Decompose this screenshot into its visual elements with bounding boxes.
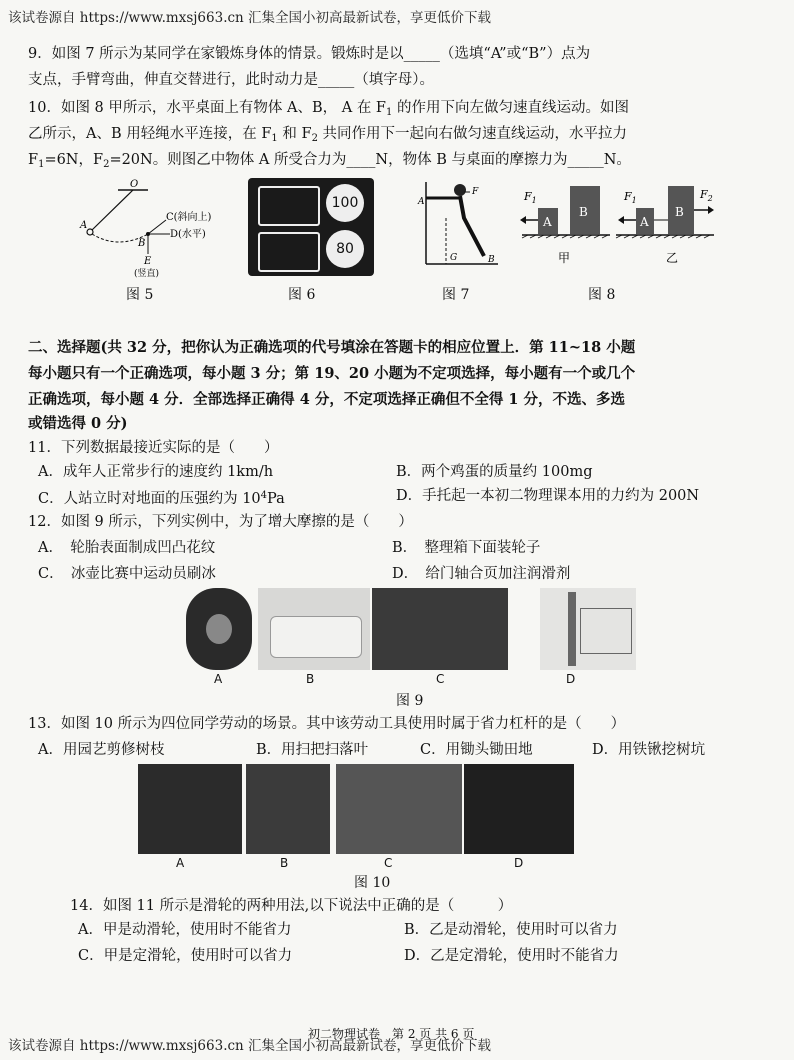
fig5-label-a: A <box>80 220 88 231</box>
q13-option-d: D．用铁锹挖树坑 <box>592 742 706 758</box>
fig9-storage-box-photo <box>258 588 370 670</box>
q14-stem: 14．如图 11 所示是滑轮的两种用法,以下说法中正确的是（ ） <box>70 898 513 914</box>
section2-line3: 正确选项，每小题 4 分．全部选择正确得 4 分，不定项选择正确但不全得 1 分，不选、多选 <box>28 391 626 408</box>
speed-limit-100: 100 <box>326 184 364 222</box>
figure-7-wall-pushup <box>398 178 500 278</box>
q12-option-d: D． 给门轴合页加注润滑剂 <box>392 566 571 582</box>
fig5-label-c: C(斜向上) <box>166 212 212 223</box>
fig7-label-f: F <box>472 187 479 197</box>
q14-option-d: D．乙是定滑轮，使用时不能省力 <box>404 948 619 964</box>
bus-icon <box>258 232 320 272</box>
q11-option-b: B．两个鸡蛋的质量约 100mg <box>396 464 593 480</box>
fig8-f2: $F_2$ <box>700 188 713 203</box>
fig8-yi: 乙 <box>666 251 679 265</box>
figure-6-caption: 图 6 <box>288 287 316 303</box>
figure-5-pendulum <box>78 178 228 278</box>
fig10-label-d: D <box>514 856 524 870</box>
fig10-pruning-photo <box>138 764 242 854</box>
figure-10-caption: 图 10 <box>354 875 391 891</box>
fig5-label-e: E <box>144 256 152 267</box>
fig5-label-b: B <box>138 238 146 249</box>
q12-option-c: C． 冰壶比赛中运动员刷冰 <box>38 566 216 582</box>
q11-option-a: A．成年人正常步行的速度约 1km/h <box>38 464 274 480</box>
figure-9-caption: 图 9 <box>396 693 424 709</box>
fig10-digging-photo <box>464 764 574 854</box>
fig9-tire-photo <box>186 588 252 670</box>
fig8-jia: 甲 <box>558 251 571 265</box>
q13-option-c: C．用锄头锄田地 <box>420 742 533 758</box>
q12-option-a: A． 轮胎表面制成凹凸花纹 <box>38 540 216 556</box>
fig10-label-c: C <box>384 856 393 870</box>
fig9-label-a: A <box>214 672 223 686</box>
fig9-curling-photo <box>372 588 508 670</box>
figure-7-caption: 图 7 <box>442 287 470 303</box>
fig5-label-d: D(水平) <box>170 229 206 240</box>
figure-8-caption: 图 8 <box>588 287 616 303</box>
fig9-label-c: C <box>436 672 445 686</box>
figure-8-blocks <box>516 178 716 272</box>
fig8-f1-left: $F_1$ <box>524 190 537 205</box>
fig9-label-b: B <box>306 672 315 686</box>
q11-stem: 11．下列数据最接近实际的是（ ） <box>28 440 279 456</box>
header-watermark: 该试卷源自 https://www.mxsj663.cn 汇集全国小初高最新试卷，享更低价下载 <box>8 10 492 26</box>
fig8-a2: A <box>640 215 649 229</box>
figure-6-speed-sign <box>248 178 374 276</box>
footer-watermark: 该试卷源自 https://www.mxsj663.cn 汇集全国小初高最新试卷，享更低价下载 <box>8 1038 492 1054</box>
q13-option-a: A．用园艺剪修树枝 <box>38 742 165 758</box>
fig7-label-a: A <box>418 197 425 207</box>
car-icon <box>258 186 320 226</box>
fig10-label-a: A <box>176 856 185 870</box>
fig7-label-b: B <box>488 255 495 265</box>
fig8-b1: B <box>579 205 588 219</box>
q12-option-b: B． 整理箱下面装轮子 <box>392 540 541 556</box>
section2-line2: 每小题只有一个正确选项，每小题 3 分；第 19、20 小题为不定项选择，每小题有一个或几个 <box>28 365 636 382</box>
q12-stem: 12．如图 9 所示，下列实例中，为了增大摩擦的是（ ） <box>28 514 413 530</box>
q14-option-c: C．甲是定滑轮，使用时可以省力 <box>78 948 293 964</box>
q14-option-a: A．甲是动滑轮，使用时不能省力 <box>78 922 292 938</box>
section2-line4: 或错选得 0 分) <box>28 415 128 432</box>
fig10-sweeping-photo <box>246 764 330 854</box>
fig10-hoeing-photo <box>336 764 462 854</box>
fig10-label-b: B <box>280 856 289 870</box>
q14-option-b: B．乙是动滑轮，使用时可以省力 <box>404 922 618 938</box>
q13-stem: 13．如图 10 所示为四位同学劳动的场景。其中该劳动工具使用时属于省力杠杆的是（ ） <box>28 716 626 732</box>
page-number: 初二物理试卷 第 2 页 共 6 页 <box>308 1027 475 1041</box>
q9-line2: 支点，手臂弯曲，伸直交替进行，此时动力是_____（填字母）。 <box>28 72 434 88</box>
fig9-label-d: D <box>566 672 576 686</box>
q10-line3: $F_1=6N$，$F_2=20N$。则图乙中物体 A 所受合力为____N，物体 B 与桌面的摩擦力为_____N。 <box>28 152 631 170</box>
q13-option-b: B．用扫把扫落叶 <box>256 742 369 758</box>
figure-5-caption: 图 5 <box>126 287 154 303</box>
q9-line1: 9．如图 7 所示为某同学在家锻炼身体的情景。锻炼时是以_____（选填“A”或“B”）点为 <box>28 46 591 62</box>
q10-line1: 10．如图 8 甲所示，水平桌面上有物体 A、B， A 在 $F_1$ 的作用下向左做匀速直线运动。如图 <box>28 100 629 118</box>
fig8-f1-right: $F_1$ <box>624 190 637 205</box>
section2-line1: 二、选择题(共 32 分，把你认为正确选项的代号填涂在答题卡的相应位置上．第 11~18 小题 <box>28 339 636 356</box>
fig9-hinge-photo <box>540 588 636 670</box>
fig7-label-g: G <box>450 253 458 263</box>
fig8-b2: B <box>675 205 684 219</box>
fig5-label-o: O <box>130 179 139 190</box>
q11-option-c: C．人站立时对地面的压强约为 $10^4Pa$ <box>38 490 285 507</box>
q11-option-d: D．手托起一本初二物理课本用的力约为 200N <box>396 488 700 504</box>
fig5-label-e2: (竖直) <box>134 269 160 278</box>
speed-limit-80: 80 <box>326 230 364 268</box>
fig8-a1: A <box>543 215 552 229</box>
q10-line2: 乙所示，A、B 用轻绳水平连接，在 $F_1$ 和 $F_2$ 共同作用下一起向右做匀速直线运动，水平拉力 <box>28 126 628 144</box>
